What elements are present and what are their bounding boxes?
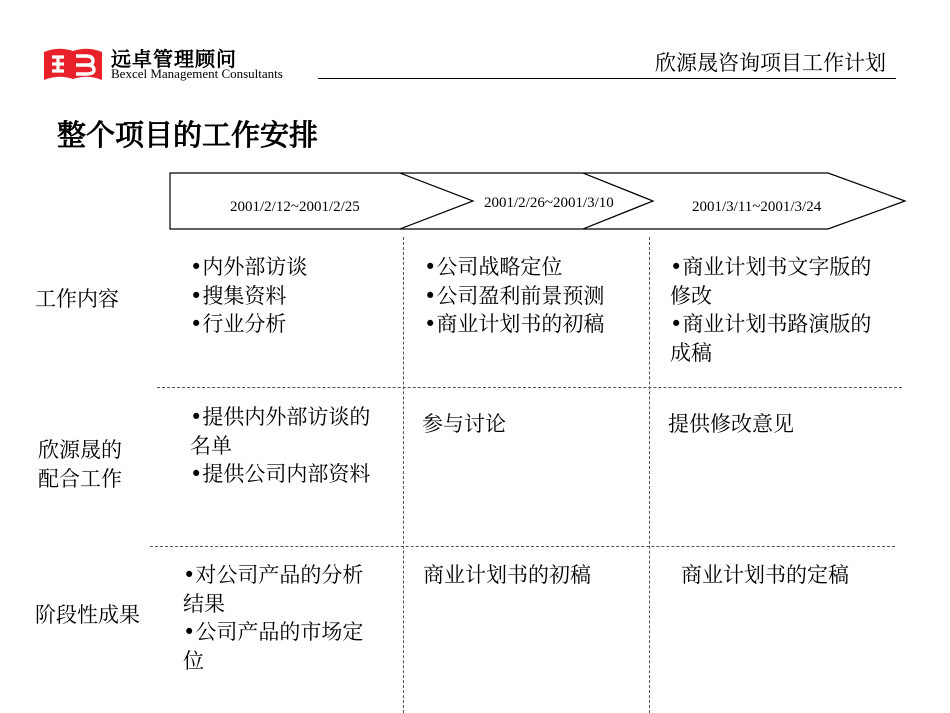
header-rule (318, 78, 896, 79)
brand-name-chinese: 远卓管理顾问 (111, 49, 237, 71)
row-label-work-content: 工作内容 (35, 287, 119, 311)
cell-work-content-phase-3: •商业计划书文字版的 修改 •商业计划书路演版的 成稿 (670, 255, 872, 365)
column-divider-2 (649, 237, 650, 713)
page-title: 整个项目的工作安排 (57, 118, 319, 152)
cell-deliverables-phase-2: 商业计划书的初稿 (423, 563, 591, 587)
column-divider-1 (403, 237, 404, 713)
row-label-client-cooperation: 欣源晟的 配合工作 (38, 438, 122, 491)
row-divider-2 (150, 546, 895, 547)
cell-deliverables-phase-3: 商业计划书的定稿 (681, 563, 849, 587)
cell-cooperation-phase-2: 参与讨论 (422, 412, 506, 436)
row-label-deliverables: 阶段性成果 (35, 603, 140, 627)
bexcel-logo-icon (42, 44, 104, 84)
phase-2-date: 2001/2/26~2001/3/10 (484, 195, 614, 211)
cell-deliverables-phase-1: •对公司产品的分析 结果 •公司产品的市场定 位 (183, 563, 364, 673)
cell-cooperation-phase-3: 提供修改意见 (668, 412, 794, 436)
row-divider-1 (157, 387, 902, 388)
cell-work-content-phase-2: •公司战略定位 •公司盈利前景预测 •商业计划书的初稿 (424, 255, 605, 336)
brand-name-english: Bexcel Management Consultants (111, 66, 283, 81)
header-title: 欣源晟咨询项目工作计划 (655, 51, 886, 75)
cell-cooperation-phase-1: •提供内外部访谈的 名单 •提供公司内部资料 (190, 405, 371, 486)
phase-3-date: 2001/3/11~2001/3/24 (692, 199, 822, 215)
phase-1-date: 2001/2/12~2001/2/25 (230, 199, 360, 215)
cell-work-content-phase-1: •内外部访谈 •搜集资料 •行业分析 (190, 255, 308, 336)
